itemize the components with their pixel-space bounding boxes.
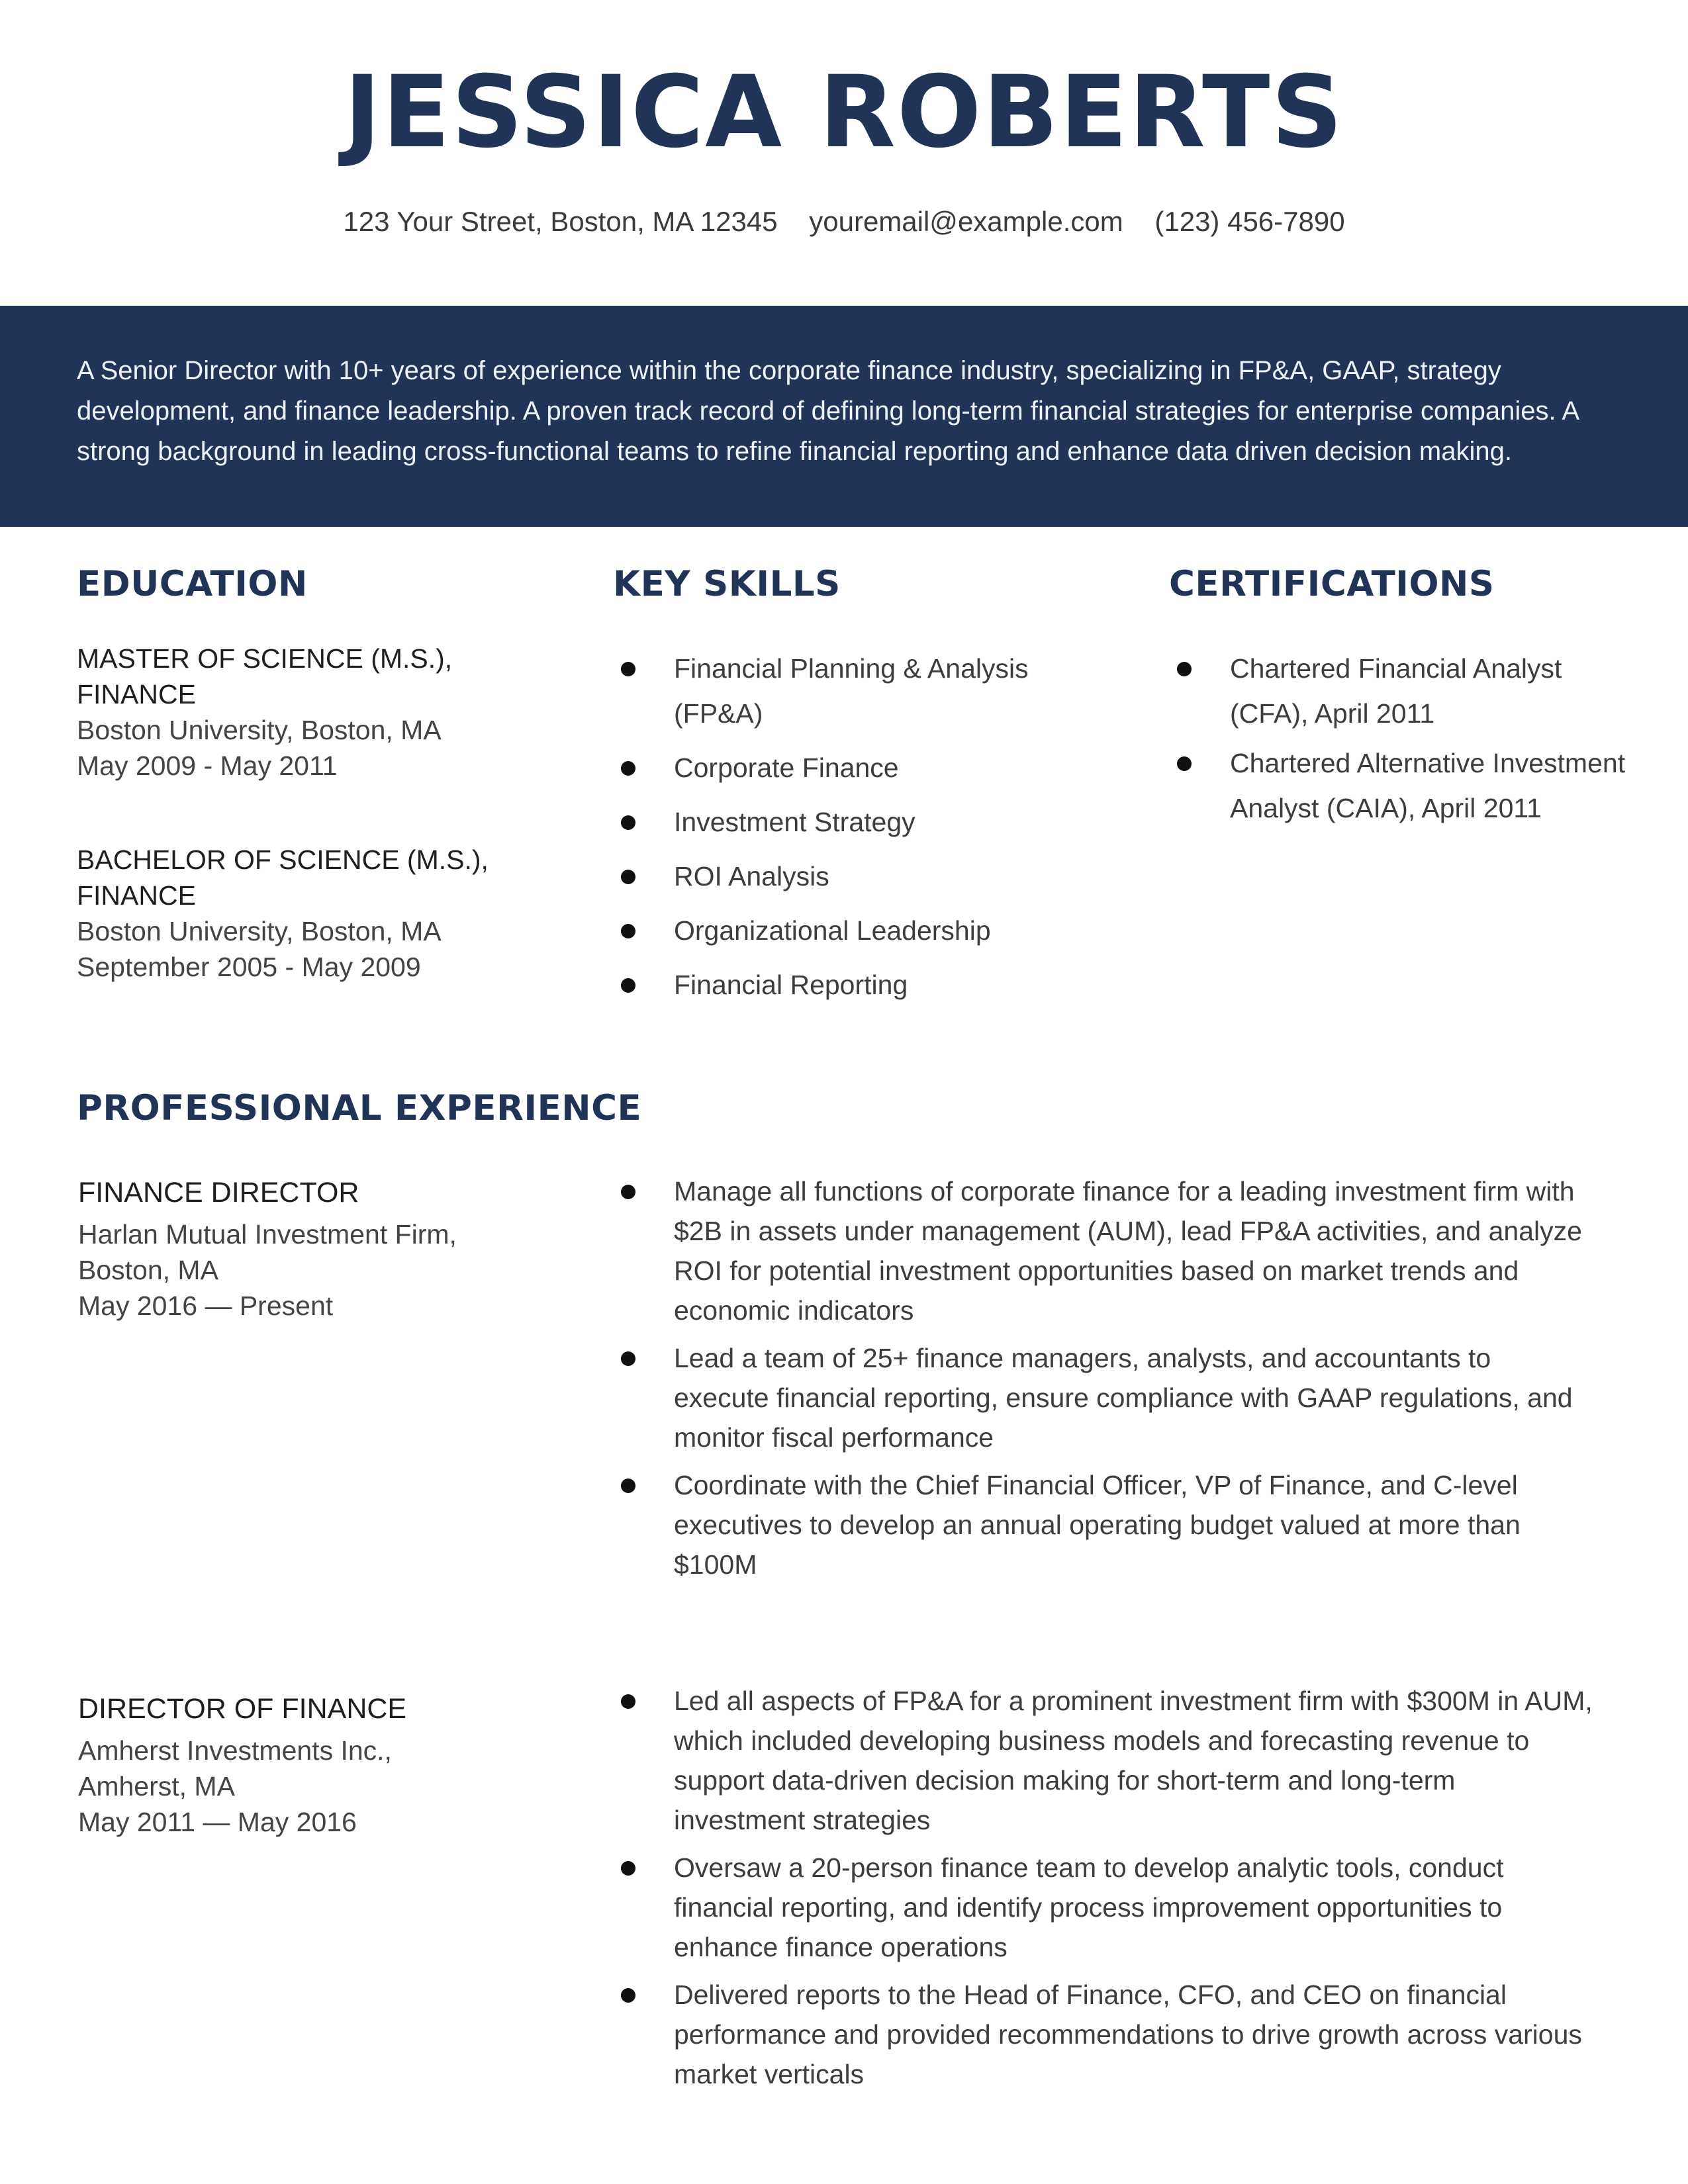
- job-location: Amherst, MA: [78, 1771, 235, 1801]
- degree-title: MASTER OF SCIENCE (M.S.), FINANCE: [77, 643, 453, 709]
- list-item: [613, 1338, 1593, 1457]
- skills-list: [613, 646, 1050, 1017]
- list-item: [613, 1848, 1593, 1967]
- list-item: [1169, 741, 1632, 831]
- candidate-name: JESSICA ROBERTS: [344, 55, 1344, 170]
- contact-address: 123 Your Street, Boston, MA 12345: [343, 206, 778, 237]
- contact-phone: (123) 456-7890: [1154, 206, 1345, 237]
- company-name: Harlan Mutual Investment Firm,: [78, 1219, 457, 1250]
- list-item: [1169, 646, 1632, 736]
- summary-text: A Senior Director with 10+ years of experience within the corporate finance industry, specializing in FP&A, GAAP, strategy development, and finance leadership. A proven track record of defining long-term financial strategies for enterprise companies. A strong background in leading cross-functional teams to refine financial reporting and enhance data driven decision making.: [77, 356, 1578, 466]
- education-entry: [77, 842, 540, 985]
- job-bullet-text: Oversaw a 20-person finance team to develop analytic tools, conduct financial reporting, and identify process improvement opportunities to enhance finance operations: [674, 1852, 1504, 1962]
- education-dates: May 2009 - May 2011: [77, 751, 338, 781]
- list-item: [613, 1681, 1593, 1840]
- job-meta: [78, 1690, 581, 1840]
- bullet-dot-icon: [621, 1351, 635, 1366]
- school-name: Boston University, Boston, MA: [77, 715, 442, 745]
- job-location: Boston, MA: [78, 1255, 218, 1285]
- list-item: [613, 646, 1050, 736]
- job-title: FINANCE DIRECTOR: [78, 1177, 359, 1208]
- list-item: [613, 799, 1050, 844]
- skill-label: Corporate Finance: [674, 752, 899, 783]
- list-item: [613, 962, 1050, 1007]
- company-name: Amherst Investments Inc.,: [78, 1735, 392, 1766]
- skills-heading: KEY SKILLS: [613, 564, 841, 604]
- bullet-dot-icon: [621, 761, 635, 776]
- skill-label: ROI Analysis: [674, 861, 829, 891]
- bullet-dot-icon: [621, 1861, 635, 1876]
- bullet-dot-icon: [1177, 756, 1192, 771]
- list-item: [613, 1465, 1593, 1584]
- list-item: [613, 908, 1050, 953]
- skill-label: Organizational Leadership: [674, 915, 991, 946]
- list-item: [613, 1975, 1593, 2094]
- job-bullet-text: Delivered reports to the Head of Finance, CFO, and CEO on financial performance and provided recommendations to drive growth across various market verticals: [674, 1979, 1582, 2089]
- certifications-list: [1169, 646, 1632, 835]
- job-bullet-text: Led all aspects of FP&A for a prominent investment firm with $300M in AUM, which included developing business models and forecasting revenue to support data-driven decision making for short-term and long-term investment strategies: [674, 1686, 1593, 1835]
- bullet-dot-icon: [621, 1479, 635, 1493]
- bullet-dot-icon: [621, 924, 635, 938]
- bullet-dot-icon: [621, 978, 635, 993]
- list-item: [613, 1171, 1593, 1330]
- job-dates: May 2011 — May 2016: [78, 1807, 357, 1837]
- skill-label: Financial Reporting: [674, 970, 908, 1000]
- bullet-dot-icon: [621, 662, 635, 676]
- bullet-dot-icon: [1177, 662, 1192, 676]
- certification-label: Chartered Alternative Investment Analyst (CAIA), April 2011: [1230, 748, 1626, 823]
- job-bullet-text: Lead a team of 25+ finance managers, analysts, and accountants to execute financial reporting, ensure compliance with GAAP regulations, and monitor fiscal performance: [674, 1343, 1573, 1453]
- contact-line: [0, 199, 1688, 245]
- education-dates: September 2005 - May 2009: [77, 952, 421, 982]
- degree-title: BACHELOR OF SCIENCE (M.S.), FINANCE: [77, 844, 489, 911]
- job-meta: [78, 1174, 581, 1324]
- bullet-dot-icon: [621, 1185, 635, 1199]
- bullet-dot-icon: [621, 870, 635, 884]
- skill-label: Investment Strategy: [674, 807, 915, 837]
- education-entry: [77, 641, 540, 784]
- certifications-heading: CERTIFICATIONS: [1169, 564, 1495, 604]
- education-heading: EDUCATION: [77, 564, 308, 604]
- list-item: [613, 745, 1050, 790]
- job-bullet-text: Coordinate with the Chief Financial Officer, VP of Finance, and C-level executives to develop an annual operating budget valued at more than $100M: [674, 1470, 1521, 1580]
- skill-label: Financial Planning & Analysis (FP&A): [674, 653, 1029, 729]
- bullet-dot-icon: [621, 1988, 635, 2003]
- job-bullet-text: Manage all functions of corporate finance for a leading investment firm with $2B in assets under management (AUM), lead FP&A activities, and analyze ROI for potential investment opportunities based on market trends and economic indicators: [674, 1176, 1582, 1326]
- job-dates: May 2016 — Present: [78, 1291, 334, 1321]
- bullet-dot-icon: [621, 815, 635, 830]
- school-name: Boston University, Boston, MA: [77, 916, 442, 946]
- job-bullets: [613, 1171, 1593, 1592]
- job-bullets: [613, 1681, 1593, 2102]
- contact-email: youremail@example.com: [809, 206, 1123, 237]
- job-title: DIRECTOR OF FINANCE: [78, 1693, 407, 1725]
- certification-label: Chartered Financial Analyst (CFA), April 2011: [1230, 653, 1562, 729]
- bullet-dot-icon: [621, 1694, 635, 1709]
- list-item: [613, 854, 1050, 899]
- experience-heading: PROFESSIONAL EXPERIENCE: [77, 1088, 642, 1128]
